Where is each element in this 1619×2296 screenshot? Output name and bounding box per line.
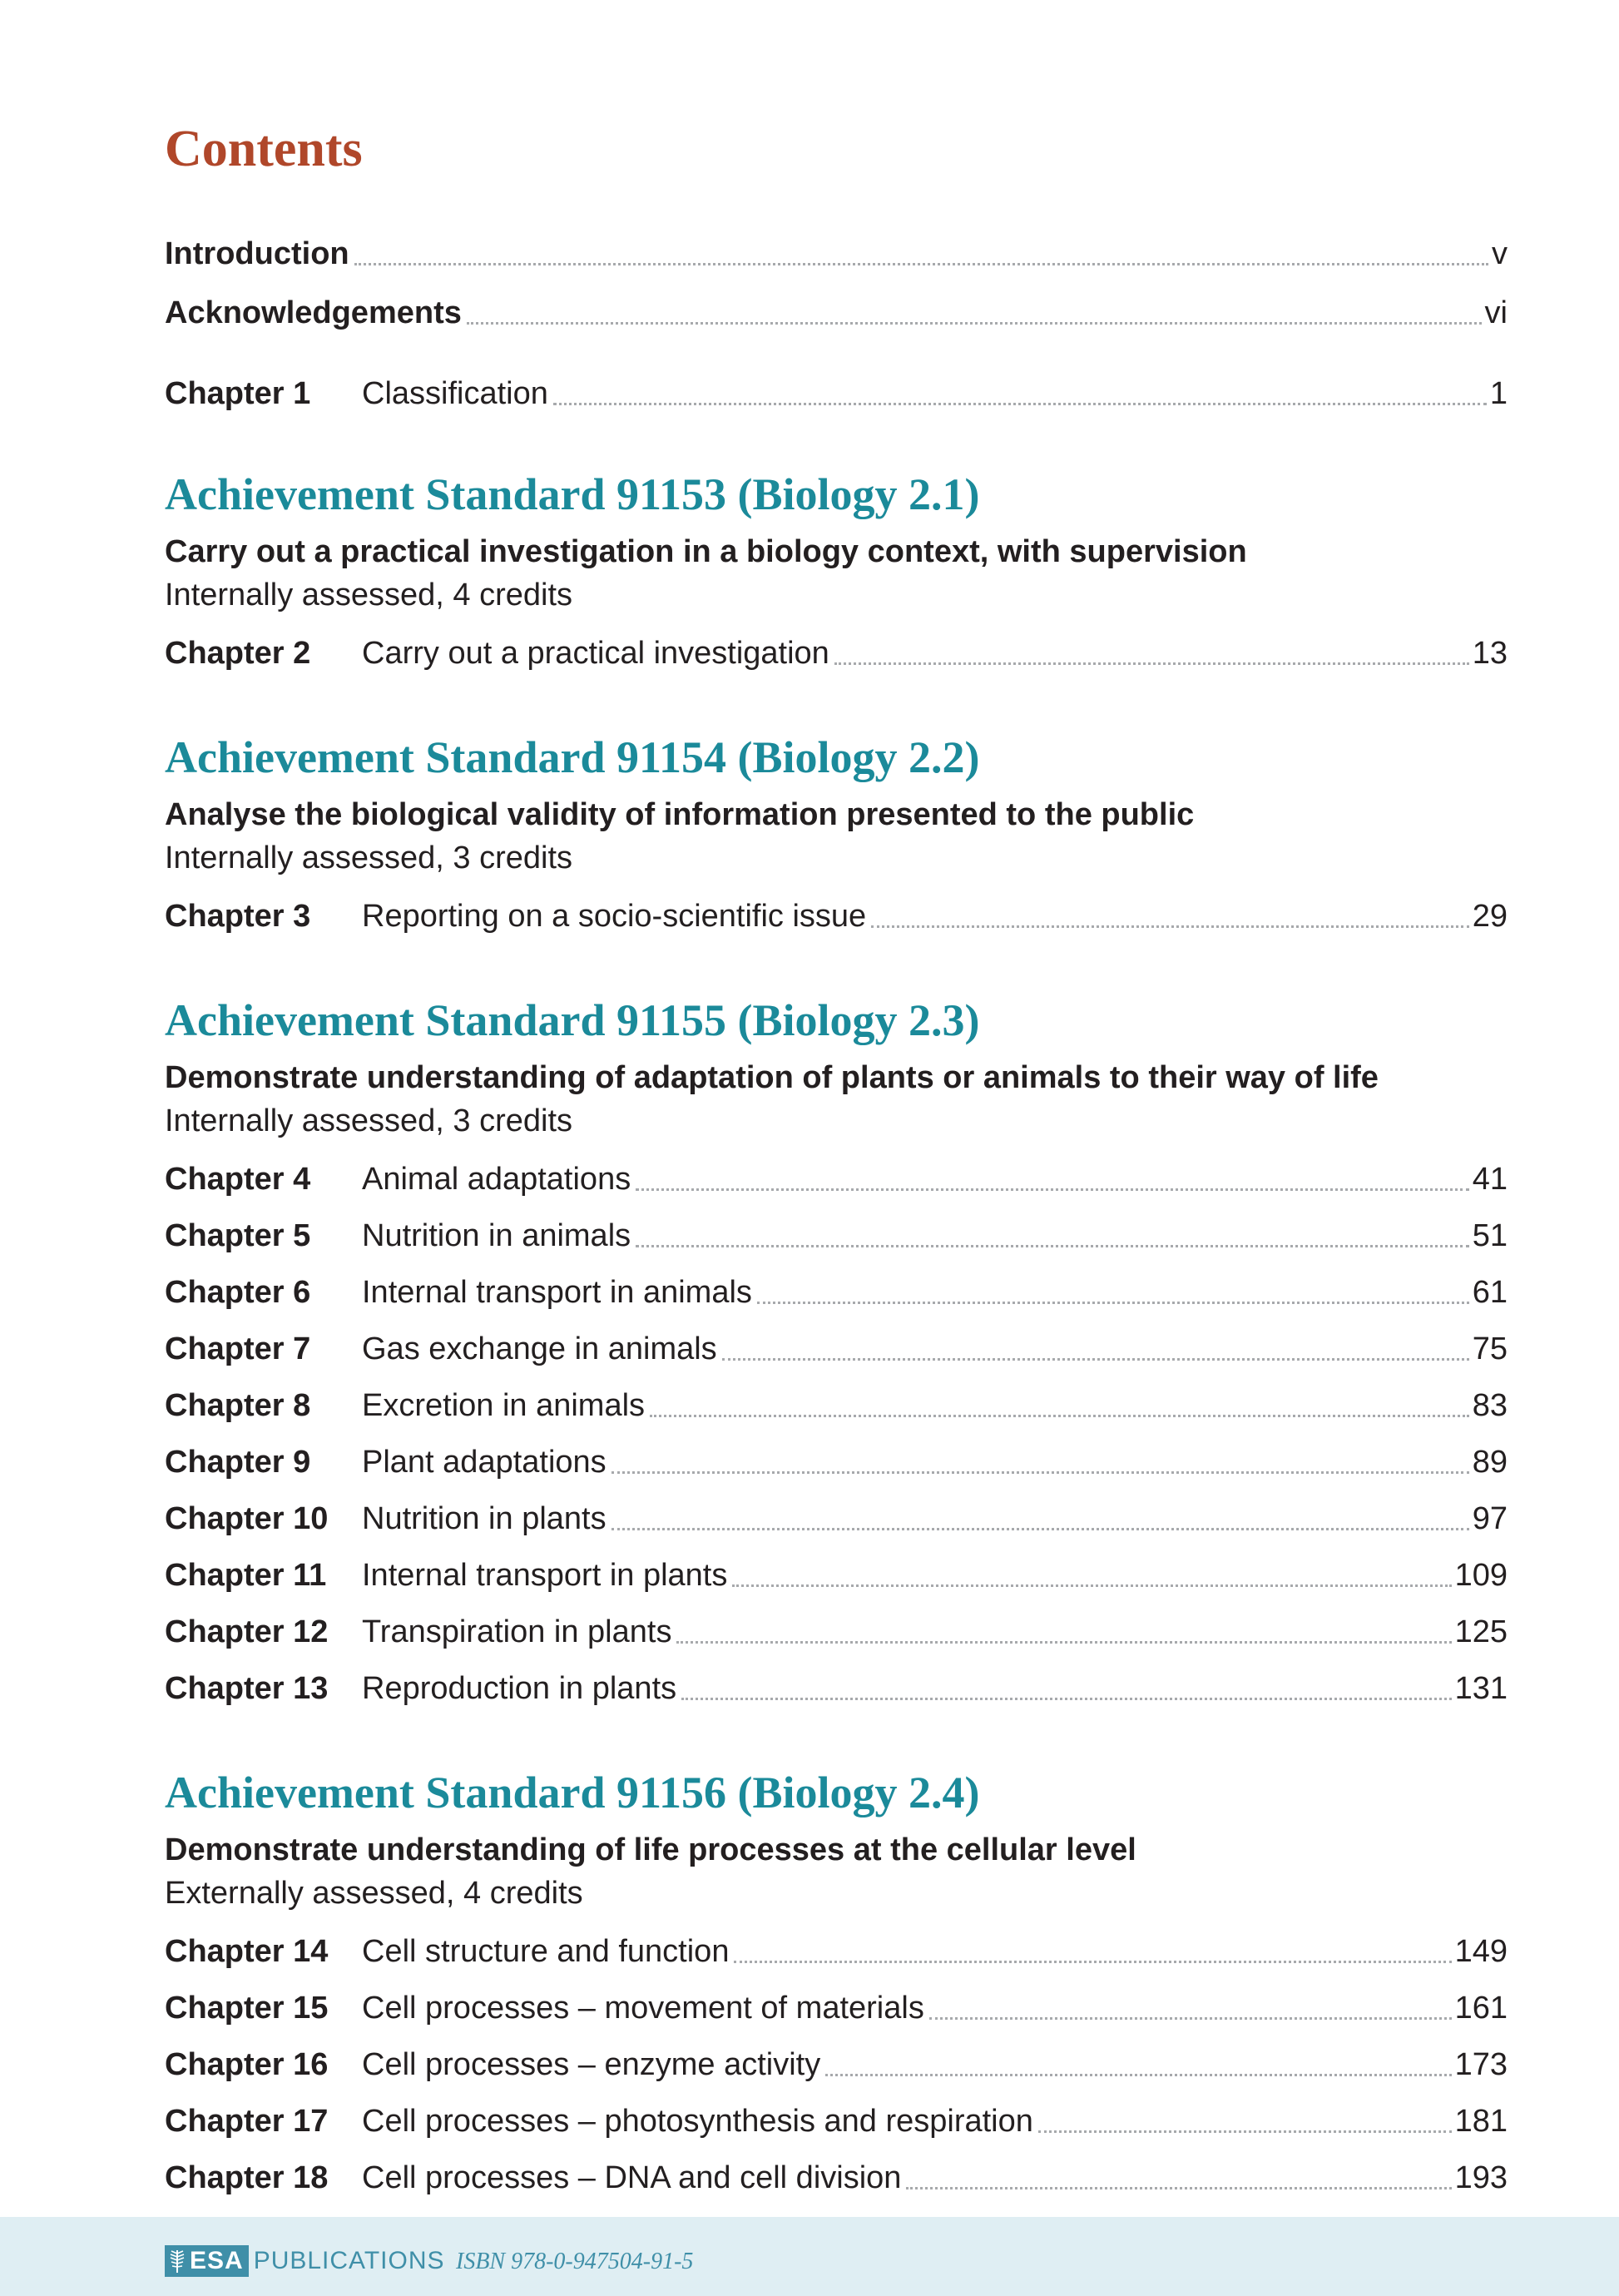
chapter-page: 181: [1454, 2104, 1508, 2139]
toc-entry-chapter[interactable]: [165, 1932, 1508, 1971]
dot-leader: [467, 321, 1482, 325]
toc-entry-chapter[interactable]: [165, 2102, 1508, 2140]
chapter-page: 161: [1454, 1991, 1508, 2026]
toc-entry-chapter[interactable]: [165, 2046, 1508, 2084]
entry-label: Acknowledgements: [165, 295, 462, 330]
chapter-label: Chapter 9: [165, 1445, 311, 1480]
dot-leader: [636, 1244, 1469, 1247]
page-title: Contents: [165, 121, 363, 177]
chapter-page: 109: [1454, 1558, 1508, 1593]
dot-leader: [871, 925, 1469, 928]
toc-entry-chapter[interactable]: [165, 1613, 1508, 1651]
standard-heading: Achievement Standard 91155 (Biology 2.3): [165, 995, 980, 1045]
dot-leader: [906, 2186, 1451, 2189]
chapter-page: 29: [1472, 899, 1508, 934]
chapter-label: Chapter 16: [165, 2047, 329, 2082]
chapter-title: Animal adaptations: [362, 1162, 631, 1197]
chapter-page: 61: [1472, 1275, 1508, 1310]
chapter-label: Chapter 18: [165, 2160, 329, 2195]
chapter-title: Reporting on a socio-scientific issue: [362, 899, 867, 934]
standard-description: Carry out a practical investigation in a biology context, with supervision: [165, 534, 1247, 569]
dot-leader: [929, 2016, 1452, 2020]
dot-leader: [553, 402, 1487, 405]
toc-entry-chapter[interactable]: [165, 1160, 1508, 1198]
toc-entry-chapter[interactable]: [165, 897, 1508, 935]
standard-assessment: Externally assessed, 4 credits: [165, 1876, 583, 1911]
chapter-label: Chapter 6: [165, 1275, 311, 1310]
chapter-label: Chapter 12: [165, 1614, 329, 1649]
chapter-page: 131: [1454, 1671, 1508, 1706]
chapter-label: Chapter 11: [165, 1558, 327, 1593]
chapter-page: 75: [1472, 1331, 1508, 1366]
dot-leader: [825, 2073, 1451, 2076]
standard-description: Analyse the biological validity of information presented to the public: [165, 797, 1195, 832]
chapter-title: Nutrition in animals: [362, 1218, 631, 1253]
standard-heading: Achievement Standard 91154 (Biology 2.2): [165, 732, 980, 782]
publisher-name: PUBLICATIONS: [253, 2247, 445, 2274]
chapter-title: Cell processes – photosynthesis and respiration: [362, 2104, 1033, 2139]
isbn-text: ISBN 978-0-947504-91-5: [456, 2249, 694, 2274]
entry-page: v: [1492, 236, 1508, 271]
chapter-page: 125: [1454, 1614, 1508, 1649]
page-footer: [0, 2217, 1619, 2296]
toc-entry-chapter[interactable]: [165, 1217, 1508, 1255]
chapter-label: Chapter 15: [165, 1991, 329, 2026]
chapter-title: Cell processes – movement of materials: [362, 1991, 924, 2026]
chapter-page: 149: [1454, 1934, 1508, 1969]
standard-assessment: Internally assessed, 3 credits: [165, 1103, 573, 1138]
chapter-title: Cell processes – DNA and cell division: [362, 2160, 902, 2195]
entry-page: vi: [1484, 295, 1508, 330]
standard-assessment: Internally assessed, 4 credits: [165, 578, 573, 612]
chapter-title: Plant adaptations: [362, 1445, 607, 1480]
toc-entry-chapter[interactable]: [165, 1443, 1508, 1481]
toc-entry-chapter[interactable]: [165, 1556, 1508, 1594]
toc-entry-chapter[interactable]: [165, 1273, 1508, 1312]
toc-entry-chapter[interactable]: [165, 2159, 1508, 2197]
standard-description: Demonstrate understanding of life processes at the cellular level: [165, 1832, 1136, 1867]
dot-leader: [757, 1301, 1469, 1304]
chapter-title: Transpiration in plants: [362, 1614, 672, 1649]
dot-leader: [834, 662, 1469, 665]
chapter-page: 41: [1472, 1162, 1508, 1197]
chapter-label: Chapter 14: [165, 1934, 329, 1969]
toc-entry-acknowledgements[interactable]: [165, 294, 1508, 332]
chapter-label: Chapter 5: [165, 1218, 311, 1253]
chapter-label: Chapter 1: [165, 376, 311, 411]
standard-heading: Achievement Standard 91156 (Biology 2.4): [165, 1768, 980, 1817]
chapter-label: Chapter 17: [165, 2104, 329, 2139]
toc-entry-chapter[interactable]: [165, 1386, 1508, 1425]
toc-entry-chapter[interactable]: [165, 1989, 1508, 2027]
toc-entry-chapter[interactable]: [165, 374, 1508, 413]
dot-leader: [732, 1584, 1451, 1587]
dot-leader: [681, 1697, 1451, 1700]
dot-leader: [722, 1357, 1469, 1361]
chapter-title: Internal transport in animals: [362, 1275, 752, 1310]
toc-entry-chapter[interactable]: [165, 1330, 1508, 1368]
dot-leader: [650, 1414, 1469, 1417]
chapter-title: Classification: [362, 376, 548, 411]
chapter-page: 83: [1472, 1388, 1508, 1423]
standard-heading: Achievement Standard 91153 (Biology 2.1): [165, 469, 980, 519]
chapter-title: Gas exchange in animals: [362, 1331, 717, 1366]
chapter-page: 173: [1454, 2047, 1508, 2082]
dot-leader: [1038, 2130, 1452, 2133]
chapter-page: 97: [1472, 1501, 1508, 1536]
chapter-title: Carry out a practical investigation: [362, 636, 829, 671]
dot-leader: [354, 262, 1488, 265]
chapter-title: Internal transport in plants: [362, 1558, 728, 1593]
entry-label: Introduction: [165, 236, 349, 271]
chapter-page: 51: [1472, 1218, 1508, 1253]
chapter-title: Nutrition in plants: [362, 1501, 607, 1536]
chapter-title: Cell processes – enzyme activity: [362, 2047, 821, 2082]
chapter-label: Chapter 2: [165, 636, 311, 671]
dot-leader: [636, 1188, 1469, 1191]
chapter-label: Chapter 4: [165, 1162, 311, 1197]
chapter-title: Cell structure and function: [362, 1934, 730, 1969]
dot-leader: [734, 1960, 1451, 1963]
logo-text: ESA: [190, 2247, 244, 2274]
chapter-title: Excretion in animals: [362, 1388, 646, 1423]
standard-assessment: Internally assessed, 3 credits: [165, 841, 573, 875]
fern-icon: [168, 2249, 186, 2274]
chapter-label: Chapter 8: [165, 1388, 311, 1423]
toc-entry-chapter[interactable]: [165, 1669, 1508, 1708]
dot-leader: [611, 1527, 1469, 1530]
dot-leader: [611, 1470, 1469, 1474]
publisher-logo[interactable]: [165, 2245, 445, 2277]
chapter-page: 1: [1489, 376, 1508, 411]
logo-box: [165, 2245, 249, 2277]
standard-description: Demonstrate understanding of adaptation of plants or animals to their way of life: [165, 1060, 1379, 1095]
dot-leader: [676, 1640, 1451, 1644]
chapter-page: 89: [1472, 1445, 1508, 1480]
chapter-label: Chapter 10: [165, 1501, 329, 1536]
chapter-label: Chapter 7: [165, 1331, 311, 1366]
toc-entry-chapter[interactable]: [165, 1500, 1508, 1538]
chapter-label: Chapter 13: [165, 1671, 329, 1706]
chapter-label: Chapter 3: [165, 899, 311, 934]
toc-entry-introduction[interactable]: [165, 235, 1508, 273]
chapter-title: Reproduction in plants: [362, 1671, 677, 1706]
chapter-page: 13: [1472, 636, 1508, 671]
toc-entry-chapter[interactable]: [165, 634, 1508, 672]
chapter-page: 193: [1454, 2160, 1508, 2195]
